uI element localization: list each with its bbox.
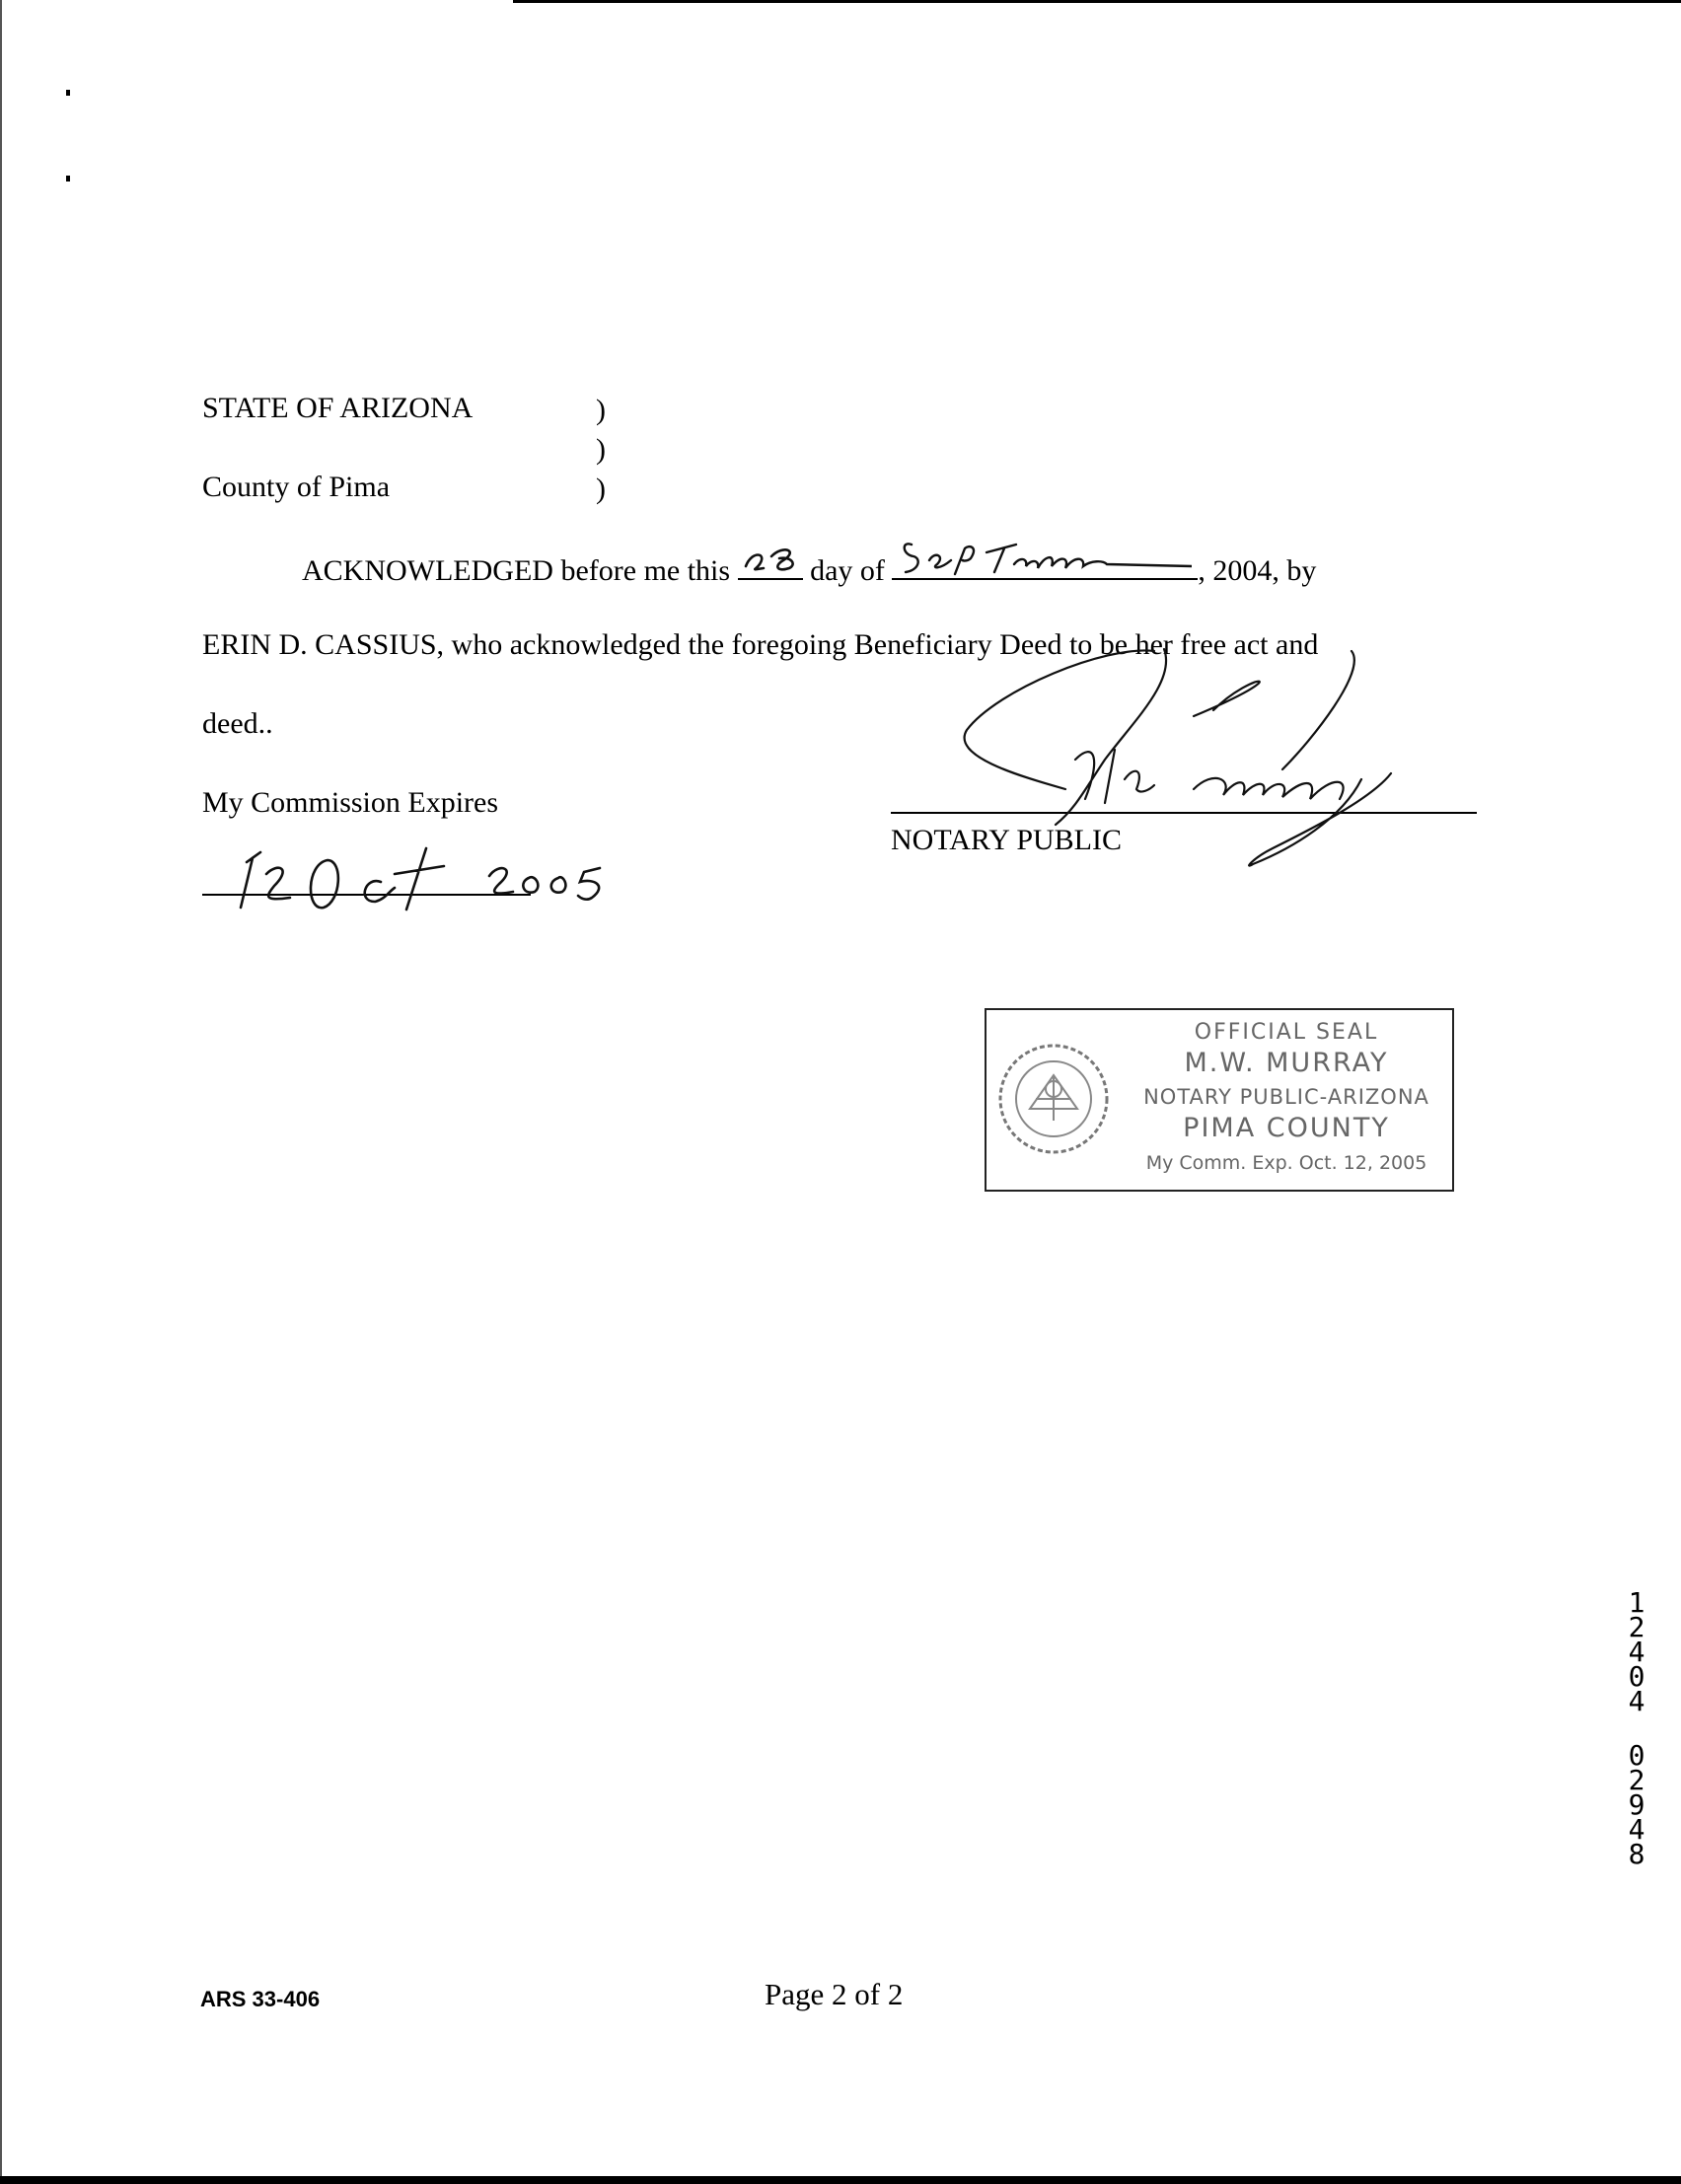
recording-number (1620, 1586, 1653, 1870)
record-digit: 8 (1628, 1838, 1645, 1870)
scan-edge-left (0, 0, 2, 2184)
state-seal-emblem (996, 1030, 1115, 1168)
record-digit: 4 (1628, 1636, 1645, 1668)
scan-speck (66, 90, 70, 96)
handwritten-commission-date (233, 838, 647, 917)
record-digit: 0 (1628, 1739, 1645, 1772)
record-digit: 2 (1628, 1611, 1645, 1643)
ack-prefix: ACKNOWLEDGED before me this (302, 554, 731, 587)
record-digit: 4 (1628, 1685, 1645, 1717)
scan-edge-bottom (0, 2176, 1681, 2184)
record-digit: 0 (1628, 1660, 1645, 1693)
acknowledgment-line-1 (302, 548, 1316, 589)
record-digit: 4 (1628, 1813, 1645, 1846)
acknowledgment-line-2: ERIN D. CASSIUS, who acknowledged the foregoing Beneficiary Deed to be her free act and (202, 628, 1319, 661)
venue-paren: ) (596, 394, 606, 426)
handwritten-month (896, 531, 1192, 580)
page-number: Page 2 of 2 (765, 1977, 904, 2011)
scan-speck (66, 176, 70, 182)
seal-notary-name: M.W. MURRAY (1184, 1048, 1389, 1078)
statute-reference: ARS 33-406 (200, 1987, 321, 2011)
record-digit: 9 (1628, 1788, 1645, 1821)
state-label: STATE OF ARIZONA (202, 392, 474, 424)
seal-county: PIMA COUNTY (1183, 1113, 1390, 1143)
official-seal-stamp (985, 1008, 1454, 1192)
commission-label: My Commission Expires (202, 786, 499, 819)
record-digit: 1 (1628, 1586, 1645, 1619)
day-field (738, 548, 803, 580)
handwritten-day (738, 537, 803, 580)
seal-notary-state: NOTARY PUBLIC-ARIZONA (1143, 1085, 1429, 1109)
day-of-label: day of (810, 554, 885, 587)
year-suffix: , 2004, by (1198, 554, 1317, 587)
venue-paren: ) (596, 473, 606, 505)
month-field (892, 548, 1198, 580)
record-digit: 2 (1628, 1764, 1645, 1796)
seal-commission-expiry: My Comm. Exp. Oct. 12, 2005 (1145, 1152, 1427, 1174)
seal-title: OFFICIAL SEAL (1194, 1020, 1379, 1045)
acknowledgment-line-3: deed.. (202, 707, 273, 740)
notary-public-label: NOTARY PUBLIC (891, 824, 1123, 856)
scan-edge-top (513, 0, 1681, 3)
venue-paren: ) (596, 433, 606, 466)
county-label: County of Pima (202, 471, 391, 503)
